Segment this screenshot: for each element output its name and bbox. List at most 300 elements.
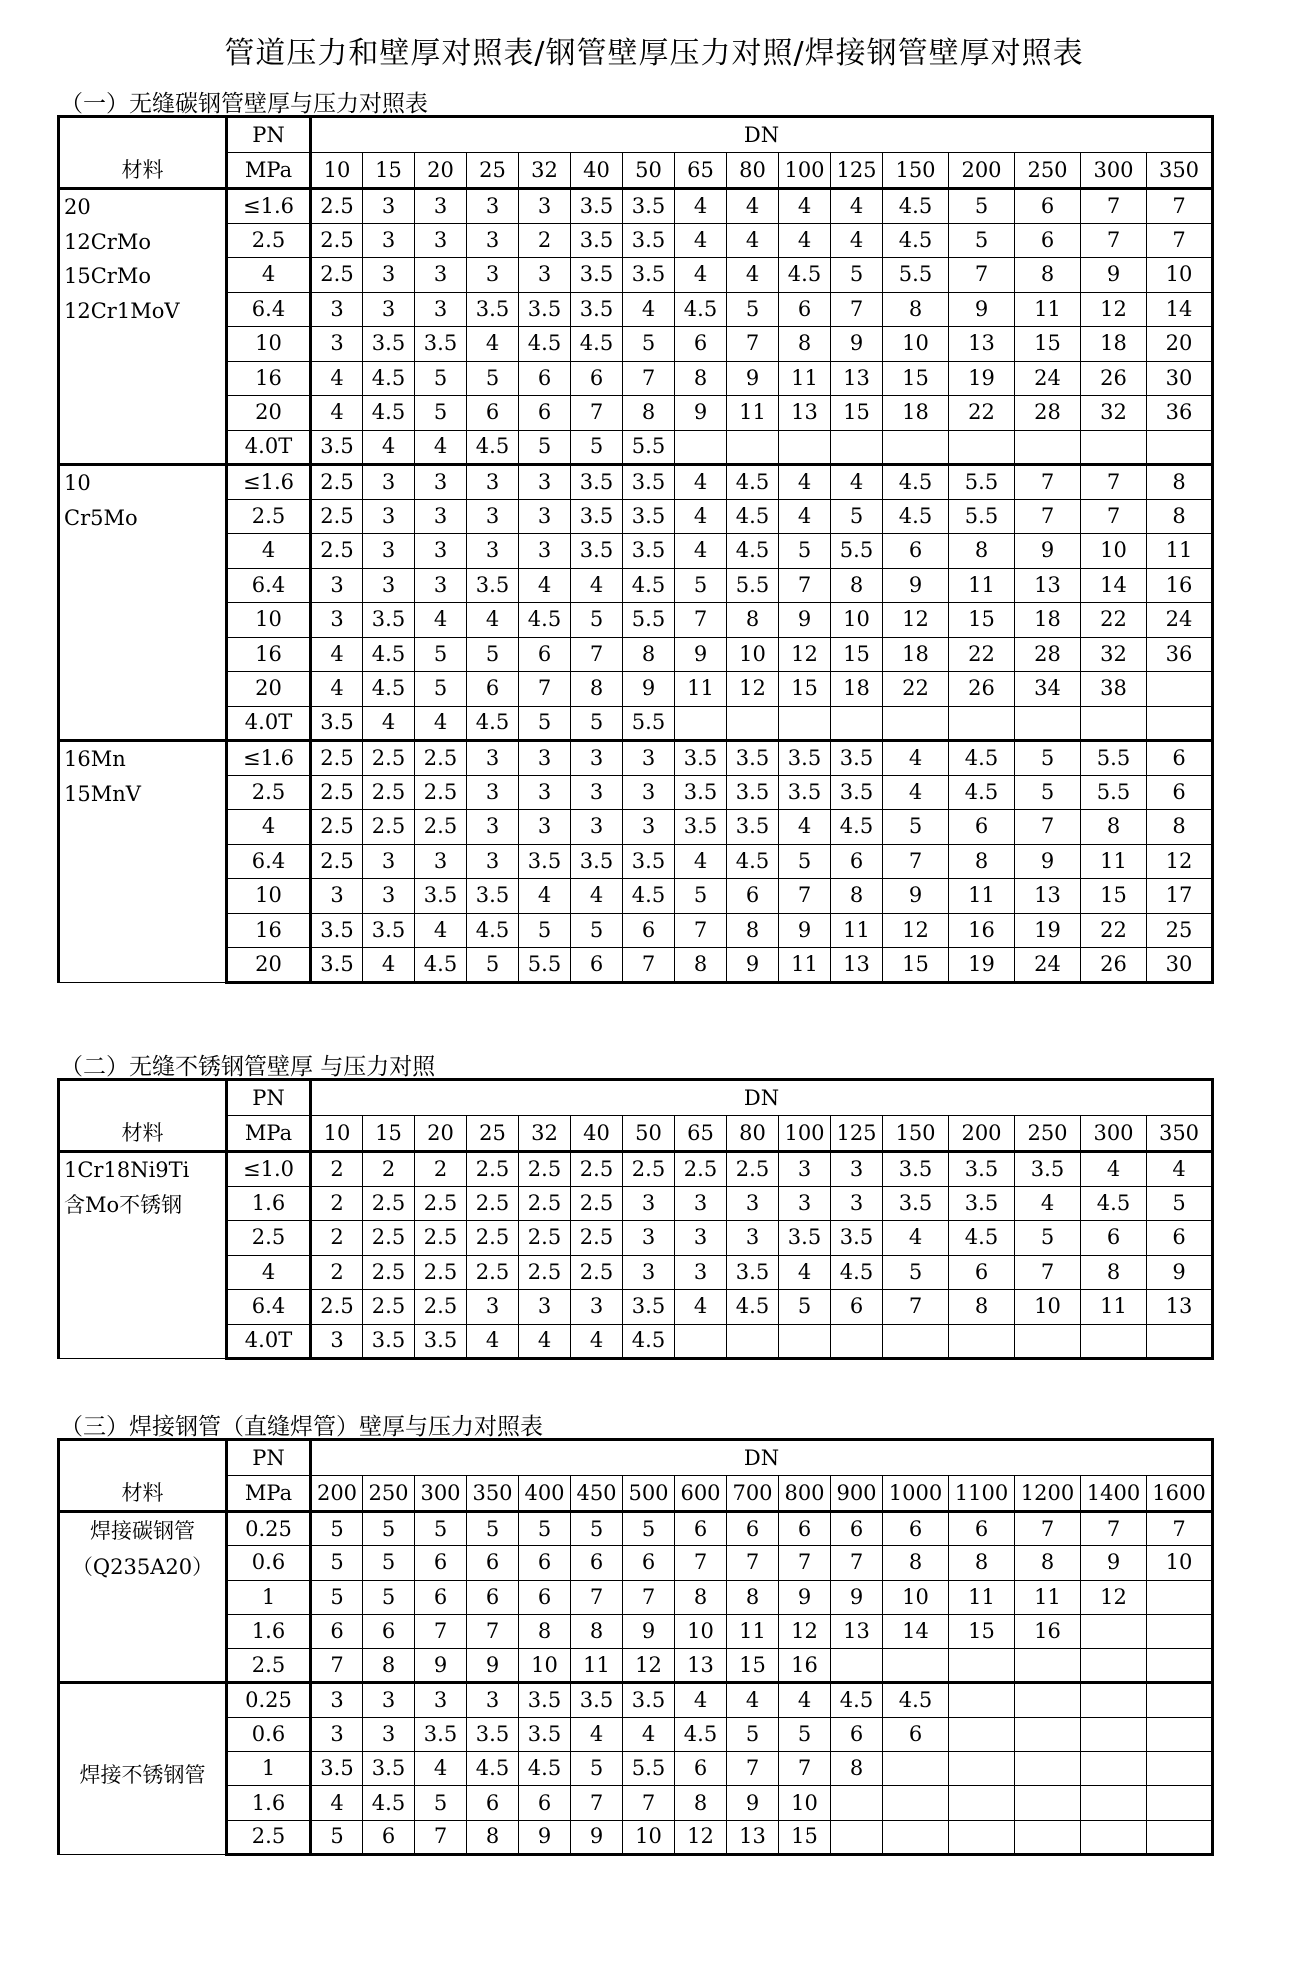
thickness-value: 4 [831, 189, 883, 224]
thickness-value: 4 [415, 706, 467, 741]
thickness-value: 5 [675, 568, 727, 603]
thickness-value: 3.5 [467, 1717, 519, 1751]
thickness-value: 2.5 [311, 810, 363, 845]
section-title: （一）无缝碳钢管壁厚与压力对照表 [60, 91, 428, 117]
dn-value-header: 1000 [883, 1476, 949, 1512]
thickness-value: 3 [415, 1683, 467, 1717]
thickness-value: 5.5 [623, 430, 675, 465]
thickness-value: 7 [1015, 465, 1081, 500]
thickness-value: 4 [883, 1221, 949, 1256]
thickness-value: 10 [1081, 534, 1147, 569]
thickness-value [1147, 430, 1213, 465]
thickness-value: 6 [571, 948, 623, 983]
thickness-value [949, 1649, 1015, 1683]
thickness-value: 5 [779, 1717, 831, 1751]
pn-value: 6.4 [227, 1290, 311, 1325]
pn-value: 0.6 [227, 1546, 311, 1580]
thickness-value: 5 [467, 1512, 519, 1546]
thickness-value: 7 [571, 1580, 623, 1614]
header-row [59, 1440, 1213, 1476]
thickness-value: 4.5 [727, 534, 779, 569]
thickness-value: 2.5 [571, 1221, 623, 1256]
thickness-value: 10 [1015, 1290, 1081, 1325]
pn-value: 1 [227, 1580, 311, 1614]
pn-value: 4.0T [227, 1324, 311, 1359]
thickness-value [727, 706, 779, 741]
thickness-value: 2.5 [311, 258, 363, 293]
thickness-value: 4.5 [363, 396, 415, 431]
thickness-value [1015, 1717, 1081, 1751]
table-row [59, 741, 1213, 776]
thickness-value [1015, 430, 1081, 465]
thickness-value: 6 [949, 810, 1015, 845]
thickness-value: 8 [727, 1580, 779, 1614]
thickness-value: 3 [519, 1290, 571, 1325]
thickness-value: 6 [675, 1752, 727, 1786]
thickness-value: 2.5 [311, 775, 363, 810]
thickness-value: 6 [623, 1546, 675, 1580]
pn-value: 10 [227, 879, 311, 914]
table-row [59, 292, 1213, 327]
pn-value: 4 [227, 810, 311, 845]
thickness-value: 3.5 [727, 1255, 779, 1290]
table-row [59, 1614, 1213, 1648]
thickness-value: 16 [1015, 1614, 1081, 1648]
thickness-value: 5 [363, 1546, 415, 1580]
thickness-value: 6 [779, 292, 831, 327]
thickness-value: 3.5 [623, 534, 675, 569]
thickness-value: 3.5 [571, 499, 623, 534]
thickness-value: 2.5 [467, 1255, 519, 1290]
thickness-value: 9 [1147, 1255, 1213, 1290]
thickness-value: 7 [1081, 465, 1147, 500]
pn-value: ≤1.6 [227, 189, 311, 224]
dn-value-header: 32 [519, 153, 571, 189]
thickness-value: 11 [1147, 534, 1213, 569]
thickness-value: 3.5 [623, 223, 675, 258]
thickness-value: 3 [727, 1221, 779, 1256]
thickness-value: 5 [311, 1580, 363, 1614]
thickness-value: 15 [779, 672, 831, 707]
thickness-value: 7 [415, 1820, 467, 1854]
material-name: 16Mn [64, 747, 126, 771]
dn-value-header: 100 [779, 1116, 831, 1152]
dn-value-header: 450 [571, 1476, 623, 1512]
thickness-value: 3 [519, 189, 571, 224]
thickness-value: 5 [467, 948, 519, 983]
thickness-value: 4.5 [363, 361, 415, 396]
thickness-value: 3.5 [883, 1186, 949, 1221]
thickness-value: 4 [779, 810, 831, 845]
thickness-value: 3 [623, 741, 675, 776]
dn-value-header: 350 [1147, 1116, 1213, 1152]
mpa-header: MPa [227, 1116, 311, 1152]
table-row [59, 1786, 1213, 1820]
thickness-value: 3 [467, 534, 519, 569]
thickness-value [1081, 1683, 1147, 1717]
thickness-value: 7 [779, 879, 831, 914]
thickness-value: 3.5 [311, 1752, 363, 1786]
table-row [59, 1255, 1213, 1290]
thickness-value: 9 [1015, 844, 1081, 879]
dn-value-header: 700 [727, 1476, 779, 1512]
thickness-value: 2 [415, 1152, 467, 1187]
thickness-value: 9 [779, 1580, 831, 1614]
thickness-value: 2.5 [415, 775, 467, 810]
thickness-value: 3 [831, 1186, 883, 1221]
thickness-value: 3.5 [519, 844, 571, 879]
pn-value: 4.0T [227, 706, 311, 741]
thickness-value [727, 1324, 779, 1359]
thickness-value [1081, 430, 1147, 465]
thickness-value: 13 [779, 396, 831, 431]
thickness-value: 10 [779, 1786, 831, 1820]
thickness-value: 3.5 [1015, 1152, 1081, 1187]
thickness-value: 3.5 [831, 741, 883, 776]
thickness-value: 4 [727, 258, 779, 293]
thickness-value: 5 [519, 1512, 571, 1546]
thickness-value: 38 [1081, 672, 1147, 707]
thickness-value: 4 [675, 534, 727, 569]
thickness-value: 3.5 [831, 1221, 883, 1256]
table-row [59, 189, 1213, 224]
thickness-value: 4 [571, 568, 623, 603]
thickness-value: 16 [779, 1649, 831, 1683]
dn-header: DN [311, 117, 1213, 153]
pn-value: 1.6 [227, 1186, 311, 1221]
thickness-value: 6 [571, 361, 623, 396]
thickness-value: 3.5 [415, 327, 467, 362]
thickness-value: 9 [949, 292, 1015, 327]
thickness-value [949, 1752, 1015, 1786]
material-cell [59, 1512, 227, 1683]
thickness-value: 8 [1147, 810, 1213, 845]
thickness-value: 4 [831, 223, 883, 258]
material-name: 15CrMo [64, 264, 151, 288]
thickness-value: 32 [1081, 637, 1147, 672]
pn-value: 1 [227, 1752, 311, 1786]
header-row [59, 1080, 1213, 1116]
thickness-value: 9 [467, 1649, 519, 1683]
dn-value-header: 800 [779, 1476, 831, 1512]
thickness-value [1147, 1614, 1213, 1648]
thickness-value: 8 [519, 1614, 571, 1648]
thickness-value: 9 [1081, 258, 1147, 293]
thickness-value: 4 [311, 672, 363, 707]
thickness-value: 6 [519, 361, 571, 396]
thickness-value: 5 [571, 913, 623, 948]
thickness-value: 4.5 [467, 1752, 519, 1786]
material-name: 12Cr1MoV [64, 298, 180, 323]
table-row [59, 1820, 1213, 1854]
thickness-value: 8 [675, 1580, 727, 1614]
thickness-value: 4.5 [623, 1324, 675, 1359]
thickness-value: 2.5 [415, 1186, 467, 1221]
thickness-value: 5 [415, 1512, 467, 1546]
dn-value-header: 32 [519, 1116, 571, 1152]
thickness-value: 3.5 [623, 189, 675, 224]
thickness-value: 10 [675, 1614, 727, 1648]
thickness-value: 2.5 [519, 1152, 571, 1187]
thickness-value: 7 [571, 396, 623, 431]
thickness-value: 15 [779, 1820, 831, 1854]
thickness-value [1015, 1820, 1081, 1854]
thickness-value: 3.5 [467, 292, 519, 327]
thickness-value: 8 [1147, 499, 1213, 534]
thickness-value [949, 1786, 1015, 1820]
thickness-value [1081, 706, 1147, 741]
thickness-value: 4 [779, 499, 831, 534]
thickness-value: 3.5 [831, 775, 883, 810]
thickness-value: 4.5 [571, 327, 623, 362]
thickness-value: 5 [311, 1512, 363, 1546]
thickness-value: 6 [571, 1546, 623, 1580]
thickness-value: 3.5 [363, 603, 415, 638]
pn-value: 10 [227, 327, 311, 362]
thickness-value: 3.5 [415, 1717, 467, 1751]
pn-value: 20 [227, 948, 311, 983]
thickness-value: 4 [727, 189, 779, 224]
thickness-value: 2 [311, 1152, 363, 1187]
pn-value: 2.5 [227, 499, 311, 534]
thickness-value: 4 [311, 396, 363, 431]
thickness-value: 3 [519, 534, 571, 569]
thickness-value: 36 [1147, 637, 1213, 672]
thickness-value: 6 [467, 1786, 519, 1820]
thickness-value: 2.5 [727, 1152, 779, 1187]
thickness-value: 2.5 [467, 1186, 519, 1221]
table-row [59, 913, 1213, 948]
pn-value: 0.25 [227, 1512, 311, 1546]
thickness-value [1081, 1717, 1147, 1751]
dn-value-header: 50 [623, 153, 675, 189]
dn-value-header: 80 [727, 1116, 779, 1152]
thickness-value: 11 [831, 913, 883, 948]
thickness-value: 11 [779, 361, 831, 396]
thickness-value: 8 [949, 844, 1015, 879]
dn-value-header: 1400 [1081, 1476, 1147, 1512]
thickness-value: 7 [1081, 223, 1147, 258]
thickness-value: 4 [779, 465, 831, 500]
thickness-value: 11 [949, 568, 1015, 603]
thickness-value: 5 [623, 1512, 675, 1546]
thickness-value: 4.5 [363, 672, 415, 707]
thickness-value: 2.5 [363, 1255, 415, 1290]
thickness-value: 3 [467, 775, 519, 810]
thickness-value: 6 [949, 1255, 1015, 1290]
thickness-value: 4.5 [831, 810, 883, 845]
thickness-value: 3.5 [623, 499, 675, 534]
thickness-value: 3 [363, 844, 415, 879]
thickness-value: 7 [1015, 1512, 1081, 1546]
material-name [60, 1721, 225, 1757]
table-row [59, 1649, 1213, 1683]
thickness-value: 4.5 [883, 499, 949, 534]
table-row [59, 327, 1213, 362]
thickness-value: 5 [831, 499, 883, 534]
thickness-value: 8 [949, 1546, 1015, 1580]
thickness-value: 9 [779, 913, 831, 948]
material-cell [59, 1683, 227, 1854]
thickness-value: 3.5 [519, 292, 571, 327]
table-row [59, 396, 1213, 431]
thickness-value: 19 [1015, 913, 1081, 948]
thickness-value: 3.5 [727, 741, 779, 776]
material-header: 材料 [59, 1080, 227, 1152]
thickness-value: 2 [311, 1221, 363, 1256]
thickness-value: 22 [883, 672, 949, 707]
thickness-value: 5 [415, 361, 467, 396]
thickness-value: 24 [1147, 603, 1213, 638]
thickness-value: 6 [883, 1717, 949, 1751]
thickness-value: 13 [675, 1649, 727, 1683]
thickness-value: 19 [949, 361, 1015, 396]
thickness-value: 3 [467, 465, 519, 500]
thickness-value: 5 [883, 1255, 949, 1290]
thickness-value: 8 [949, 534, 1015, 569]
header-row [59, 153, 1213, 189]
dn-value-header: 250 [1015, 153, 1081, 189]
thickness-value: 8 [571, 672, 623, 707]
thickness-value: 15 [831, 637, 883, 672]
thickness-value: 5.5 [1081, 775, 1147, 810]
thickness-value [675, 706, 727, 741]
dn-value-header: 10 [311, 1116, 363, 1152]
thickness-value: 6 [519, 1580, 571, 1614]
thickness-value: 4 [311, 637, 363, 672]
thickness-value: 3 [311, 1683, 363, 1717]
thickness-value: 7 [779, 568, 831, 603]
thickness-value [831, 1649, 883, 1683]
thickness-value: 3.5 [623, 1683, 675, 1717]
thickness-value: 5.5 [883, 258, 949, 293]
thickness-value: 2.5 [415, 1255, 467, 1290]
pn-value: 2.5 [227, 1820, 311, 1854]
thickness-value: 3 [623, 1255, 675, 1290]
thickness-value: 3 [415, 465, 467, 500]
thickness-value: 9 [727, 948, 779, 983]
pn-header: PN [227, 1440, 311, 1476]
dn-value-header: 1100 [949, 1476, 1015, 1512]
thickness-value [727, 430, 779, 465]
dn-value-header: 200 [311, 1476, 363, 1512]
thickness-value: 5 [949, 223, 1015, 258]
pn-value: ≤1.0 [227, 1152, 311, 1187]
thickness-value: 22 [1081, 913, 1147, 948]
thickness-value: 8 [1081, 1255, 1147, 1290]
thickness-value: 3.5 [571, 189, 623, 224]
thickness-value: 20 [1147, 327, 1213, 362]
thickness-value: 3 [467, 189, 519, 224]
pn-value: 6.4 [227, 292, 311, 327]
thickness-value [675, 1324, 727, 1359]
thickness-value: 8 [883, 1546, 949, 1580]
thickness-value: 3 [311, 1717, 363, 1751]
thickness-value [1081, 1820, 1147, 1854]
pn-header: PN [227, 1080, 311, 1116]
thickness-value: 2.5 [311, 534, 363, 569]
thickness-value [949, 1324, 1015, 1359]
thickness-value: 15 [831, 396, 883, 431]
dn-value-header: 125 [831, 153, 883, 189]
thickness-value: 5 [467, 361, 519, 396]
thickness-value: 8 [1081, 810, 1147, 845]
thickness-value: 3 [467, 741, 519, 776]
thickness-value: 4.5 [675, 292, 727, 327]
thickness-value: 26 [1081, 948, 1147, 983]
thickness-value: 3 [571, 775, 623, 810]
pn-value: 1.6 [227, 1786, 311, 1820]
thickness-value: 3 [415, 258, 467, 293]
dn-header: DN [311, 1440, 1213, 1476]
thickness-value [1147, 1580, 1213, 1614]
thickness-value: 3 [363, 189, 415, 224]
thickness-value: 3.5 [779, 741, 831, 776]
thickness-value: 25 [1147, 913, 1213, 948]
thickness-value: 8 [675, 948, 727, 983]
thickness-value: 6 [831, 1512, 883, 1546]
table-row [59, 1512, 1213, 1546]
thickness-value: 5.5 [949, 499, 1015, 534]
thickness-value: 3.5 [311, 948, 363, 983]
thickness-value: 9 [1015, 534, 1081, 569]
thickness-value: 8 [831, 568, 883, 603]
thickness-value: 3 [519, 499, 571, 534]
thickness-value: 15 [1081, 879, 1147, 914]
thickness-value [831, 1820, 883, 1854]
thickness-value: 12 [1081, 1580, 1147, 1614]
table-row [59, 223, 1213, 258]
thickness-value: 12 [1147, 844, 1213, 879]
thickness-value: 7 [883, 844, 949, 879]
thickness-value: 6 [415, 1580, 467, 1614]
thickness-value: 7 [779, 1752, 831, 1786]
header-row [59, 1116, 1213, 1152]
thickness-value: 4.5 [675, 1717, 727, 1751]
dn-value-header: 40 [571, 1116, 623, 1152]
thickness-value [1015, 1752, 1081, 1786]
pn-value: 0.25 [227, 1683, 311, 1717]
table-row [59, 361, 1213, 396]
thickness-value: 3 [311, 603, 363, 638]
thickness-value: 4.5 [467, 913, 519, 948]
thickness-value: 5 [727, 292, 779, 327]
thickness-value: 3 [571, 741, 623, 776]
thickness-value: 3 [363, 292, 415, 327]
thickness-value: 3 [415, 189, 467, 224]
dn-value-header: 25 [467, 153, 519, 189]
thickness-value: 3 [519, 465, 571, 500]
thickness-value: 13 [831, 1614, 883, 1648]
table-row [59, 568, 1213, 603]
thickness-value: 3 [519, 775, 571, 810]
thickness-value: 4.5 [949, 1221, 1015, 1256]
thickness-value [1015, 1324, 1081, 1359]
material-cell [59, 1152, 227, 1359]
thickness-value: 7 [883, 1290, 949, 1325]
thickness-value: 3 [467, 810, 519, 845]
thickness-value: 6 [1147, 1221, 1213, 1256]
thickness-value: 13 [949, 327, 1015, 362]
thickness-value: 4 [727, 1683, 779, 1717]
thickness-value: 5.5 [831, 534, 883, 569]
thickness-value: 2.5 [467, 1152, 519, 1187]
thickness-value: 5.5 [623, 706, 675, 741]
thickness-value: 5 [415, 396, 467, 431]
thickness-value: 7 [779, 1546, 831, 1580]
table-row [59, 1683, 1213, 1717]
thickness-value: 3.5 [363, 1324, 415, 1359]
